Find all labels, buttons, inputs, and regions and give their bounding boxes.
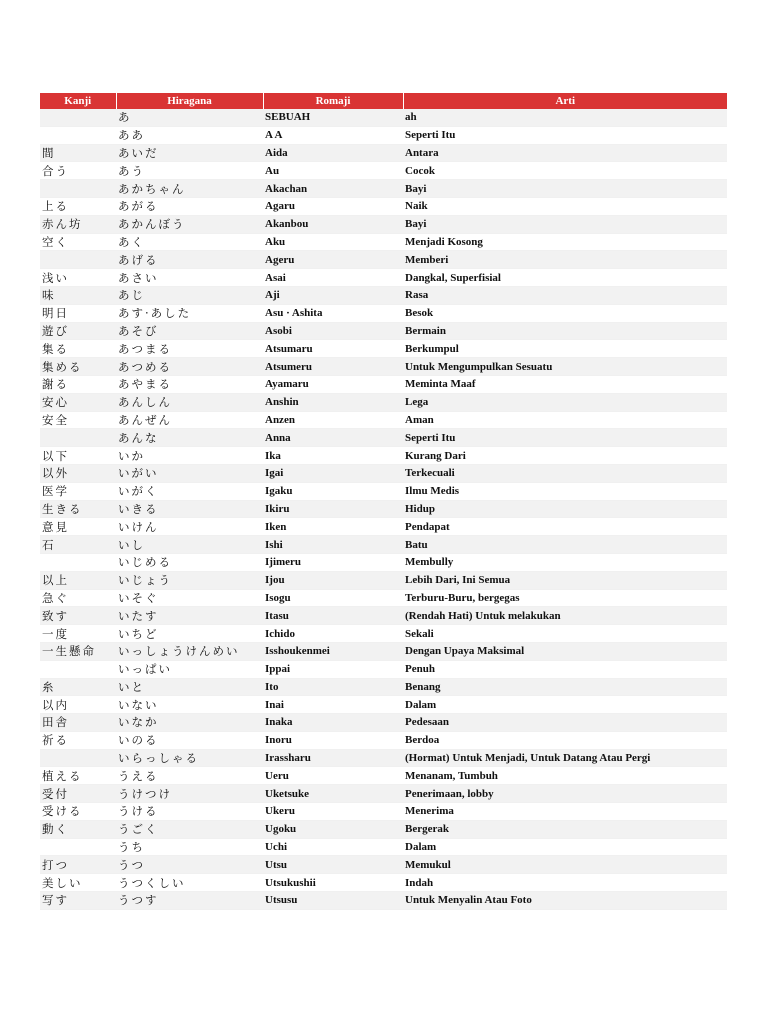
romaji-cell: Isogu <box>263 589 403 607</box>
arti-cell: Berkumpul <box>403 340 727 358</box>
arti-cell: Lega <box>403 393 727 411</box>
hiragana-cell: いきる <box>116 500 263 518</box>
hiragana-cell: いがい <box>116 464 263 482</box>
arti-cell: Ilmu Medis <box>403 482 727 500</box>
hiragana-cell: うける <box>116 803 263 821</box>
arti-cell: Pedesaan <box>403 714 727 732</box>
hiragana-cell: いちど <box>116 625 263 643</box>
table-row <box>40 820 727 838</box>
table-row <box>40 233 727 251</box>
hiragana-cell: あかちゃん <box>116 180 263 198</box>
hiragana-cell: あがる <box>116 197 263 215</box>
table-row <box>40 607 727 625</box>
romaji-cell: Ippai <box>263 660 403 678</box>
kanji-cell: 以下 <box>40 447 116 465</box>
arti-cell: Menanam, Tumbuh <box>403 767 727 785</box>
kanji-cell: 写す <box>40 892 116 910</box>
arti-cell: Dengan Upaya Maksimal <box>403 642 727 660</box>
arti-cell: Bergerak <box>403 820 727 838</box>
arti-cell: Menerima <box>403 803 727 821</box>
hiragana-cell: うち <box>116 838 263 856</box>
kanji-cell: 集る <box>40 340 116 358</box>
hiragana-cell: うえる <box>116 767 263 785</box>
arti-cell: Penuh <box>403 660 727 678</box>
romaji-cell: Iken <box>263 518 403 536</box>
arti-cell: (Rendah Hati) Untuk melakukan <box>403 607 727 625</box>
hiragana-cell: あかんぼう <box>116 215 263 233</box>
kanji-cell: 植える <box>40 767 116 785</box>
hiragana-cell: あそび <box>116 322 263 340</box>
hiragana-cell: いない <box>116 696 263 714</box>
hiragana-cell: いなか <box>116 714 263 732</box>
romaji-cell: Isshoukenmei <box>263 642 403 660</box>
table-row <box>40 358 727 376</box>
hiragana-cell: いじょう <box>116 571 263 589</box>
hiragana-cell: いと <box>116 678 263 696</box>
romaji-cell: Ueru <box>263 767 403 785</box>
hiragana-cell: あさい <box>116 269 263 287</box>
arti-cell: (Hormat) Untuk Menjadi, Untuk Datang Atau Pergi <box>403 749 727 767</box>
table-row <box>40 714 727 732</box>
kanji-cell: 謝る <box>40 375 116 393</box>
table-row <box>40 340 727 358</box>
table-row <box>40 731 727 749</box>
hiragana-cell: いし <box>116 536 263 554</box>
hiragana-cell: あつまる <box>116 340 263 358</box>
romaji-cell: Aji <box>263 286 403 304</box>
arti-cell: Berdoa <box>403 731 727 749</box>
arti-cell: Dalam <box>403 838 727 856</box>
kanji-cell: 一度 <box>40 625 116 643</box>
romaji-cell: Asai <box>263 269 403 287</box>
table-row <box>40 269 727 287</box>
kanji-cell <box>40 429 116 447</box>
romaji-cell: Ageru <box>263 251 403 269</box>
kanji-cell: 医学 <box>40 482 116 500</box>
hiragana-cell: いがく <box>116 482 263 500</box>
romaji-cell: Utsu <box>263 856 403 874</box>
table-row <box>40 536 727 554</box>
header-row <box>40 93 727 109</box>
arti-cell: Seperti Itu <box>403 126 727 144</box>
arti-cell: ah <box>403 109 727 126</box>
kanji-cell: 動く <box>40 820 116 838</box>
kanji-cell: 間 <box>40 144 116 162</box>
kanji-cell: 空く <box>40 233 116 251</box>
kanji-cell: 打つ <box>40 856 116 874</box>
kanji-cell: 一生懸命 <box>40 642 116 660</box>
arti-cell: Meminta Maaf <box>403 375 727 393</box>
hiragana-cell: あげる <box>116 251 263 269</box>
romaji-cell: Inoru <box>263 731 403 749</box>
table-row <box>40 447 727 465</box>
kanji-cell: 安心 <box>40 393 116 411</box>
romaji-cell: Atsumaru <box>263 340 403 358</box>
hiragana-cell: うごく <box>116 820 263 838</box>
kanji-cell: 意見 <box>40 518 116 536</box>
kanji-cell <box>40 109 116 126</box>
arti-cell: Dalam <box>403 696 727 714</box>
romaji-cell: Ijou <box>263 571 403 589</box>
table-row <box>40 767 727 785</box>
hiragana-cell: ああ <box>116 126 263 144</box>
arti-cell: Bayi <box>403 215 727 233</box>
kanji-cell: 以上 <box>40 571 116 589</box>
hiragana-cell: あいだ <box>116 144 263 162</box>
romaji-cell: Utsukushii <box>263 874 403 892</box>
table-row <box>40 180 727 198</box>
kanji-cell: 生きる <box>40 500 116 518</box>
table-row <box>40 500 727 518</box>
romaji-cell: Utsusu <box>263 892 403 910</box>
table-row <box>40 429 727 447</box>
kanji-cell: 受付 <box>40 785 116 803</box>
kanji-cell: 田舎 <box>40 714 116 732</box>
table-row <box>40 892 727 910</box>
hiragana-cell: あつめる <box>116 358 263 376</box>
table-row <box>40 411 727 429</box>
table-row <box>40 375 727 393</box>
romaji-cell: Ika <box>263 447 403 465</box>
romaji-cell: Uketsuke <box>263 785 403 803</box>
table-row <box>40 625 727 643</box>
romaji-cell: Atsumeru <box>263 358 403 376</box>
romaji-cell: A A <box>263 126 403 144</box>
hiragana-cell: あす·あした <box>116 304 263 322</box>
table-row <box>40 304 727 322</box>
romaji-cell: Asu · Ashita <box>263 304 403 322</box>
table-row <box>40 589 727 607</box>
kanji-cell: 美しい <box>40 874 116 892</box>
kanji-cell: 上る <box>40 197 116 215</box>
romaji-cell: Anshin <box>263 393 403 411</box>
hiragana-cell: いか <box>116 447 263 465</box>
romaji-cell: Aida <box>263 144 403 162</box>
romaji-cell: Anna <box>263 429 403 447</box>
hiragana-cell: うつくしい <box>116 874 263 892</box>
hiragana-cell: あく <box>116 233 263 251</box>
table-row <box>40 126 727 144</box>
kanji-cell <box>40 660 116 678</box>
table-row <box>40 660 727 678</box>
romaji-cell: Agaru <box>263 197 403 215</box>
arti-cell: Pendapat <box>403 518 727 536</box>
hiragana-cell: いっしょうけんめい <box>116 642 263 660</box>
table-row <box>40 482 727 500</box>
table-row <box>40 286 727 304</box>
header-hiragana: Hiragana <box>116 93 263 109</box>
arti-cell: Menjadi Kosong <box>403 233 727 251</box>
kanji-cell: 合う <box>40 162 116 180</box>
kanji-cell: 赤ん坊 <box>40 215 116 233</box>
arti-cell: Besok <box>403 304 727 322</box>
hiragana-cell: いのる <box>116 731 263 749</box>
romaji-cell: Aku <box>263 233 403 251</box>
romaji-cell: Igai <box>263 464 403 482</box>
kanji-cell <box>40 126 116 144</box>
table-body <box>40 109 727 909</box>
romaji-cell: Ugoku <box>263 820 403 838</box>
table-row <box>40 874 727 892</box>
hiragana-cell: うつす <box>116 892 263 910</box>
arti-cell: Batu <box>403 536 727 554</box>
kanji-cell: 集める <box>40 358 116 376</box>
arti-cell: Bermain <box>403 322 727 340</box>
hiragana-cell: うつ <box>116 856 263 874</box>
arti-cell: Rasa <box>403 286 727 304</box>
hiragana-cell: あ <box>116 109 263 126</box>
header-romaji: Romaji <box>263 93 403 109</box>
table-row <box>40 109 727 126</box>
table-row <box>40 696 727 714</box>
romaji-cell: Ijimeru <box>263 553 403 571</box>
kanji-cell <box>40 749 116 767</box>
romaji-cell: Ichido <box>263 625 403 643</box>
table-row <box>40 518 727 536</box>
header-kanji: Kanji <box>40 93 116 109</box>
romaji-cell: Inai <box>263 696 403 714</box>
arti-cell: Antara <box>403 144 727 162</box>
table-row <box>40 749 727 767</box>
arti-cell: Hidup <box>403 500 727 518</box>
table-row <box>40 785 727 803</box>
arti-cell: Aman <box>403 411 727 429</box>
kanji-cell <box>40 553 116 571</box>
table-row <box>40 322 727 340</box>
table-row <box>40 251 727 269</box>
table-header <box>40 93 727 109</box>
header-arti: Arti <box>403 93 727 109</box>
arti-cell: Bayi <box>403 180 727 198</box>
kanji-cell: 糸 <box>40 678 116 696</box>
arti-cell: Dangkal, Superfisial <box>403 269 727 287</box>
hiragana-cell: あんしん <box>116 393 263 411</box>
hiragana-cell: いたす <box>116 607 263 625</box>
table-row <box>40 162 727 180</box>
romaji-cell: Inaka <box>263 714 403 732</box>
arti-cell: Seperti Itu <box>403 429 727 447</box>
hiragana-cell: うけつけ <box>116 785 263 803</box>
arti-cell: Sekali <box>403 625 727 643</box>
vocabulary-table <box>40 93 727 910</box>
kanji-cell: 明日 <box>40 304 116 322</box>
arti-cell: Memberi <box>403 251 727 269</box>
hiragana-cell: あんぜん <box>116 411 263 429</box>
romaji-cell: Irassharu <box>263 749 403 767</box>
romaji-cell: Ukeru <box>263 803 403 821</box>
table-row <box>40 464 727 482</box>
arti-cell: Penerimaan, lobby <box>403 785 727 803</box>
kanji-cell: 以内 <box>40 696 116 714</box>
table-row <box>40 856 727 874</box>
arti-cell: Indah <box>403 874 727 892</box>
arti-cell: Naik <box>403 197 727 215</box>
romaji-cell: Uchi <box>263 838 403 856</box>
kanji-cell: 受ける <box>40 803 116 821</box>
kanji-cell <box>40 838 116 856</box>
hiragana-cell: いらっしゃる <box>116 749 263 767</box>
romaji-cell: Igaku <box>263 482 403 500</box>
arti-cell: Memukul <box>403 856 727 874</box>
kanji-cell: 以外 <box>40 464 116 482</box>
hiragana-cell: いけん <box>116 518 263 536</box>
romaji-cell: Au <box>263 162 403 180</box>
arti-cell: Terkecuali <box>403 464 727 482</box>
kanji-cell: 浅い <box>40 269 116 287</box>
hiragana-cell: あやまる <box>116 375 263 393</box>
romaji-cell: Asobi <box>263 322 403 340</box>
hiragana-cell: あう <box>116 162 263 180</box>
romaji-cell: Akachan <box>263 180 403 198</box>
arti-cell: Kurang Dari <box>403 447 727 465</box>
table-row <box>40 197 727 215</box>
kanji-cell: 石 <box>40 536 116 554</box>
table-row <box>40 215 727 233</box>
table-row <box>40 393 727 411</box>
kanji-cell: 安全 <box>40 411 116 429</box>
table-row <box>40 571 727 589</box>
kanji-cell: 急ぐ <box>40 589 116 607</box>
table-row <box>40 678 727 696</box>
kanji-cell: 味 <box>40 286 116 304</box>
hiragana-cell: あじ <box>116 286 263 304</box>
table-row <box>40 144 727 162</box>
hiragana-cell: いっぱい <box>116 660 263 678</box>
table-row <box>40 553 727 571</box>
table-row <box>40 642 727 660</box>
hiragana-cell: あんな <box>116 429 263 447</box>
romaji-cell: Ikiru <box>263 500 403 518</box>
arti-cell: Cocok <box>403 162 727 180</box>
arti-cell: Membully <box>403 553 727 571</box>
arti-cell: Untuk Menyalin Atau Foto <box>403 892 727 910</box>
hiragana-cell: いそぐ <box>116 589 263 607</box>
arti-cell: Untuk Mengumpulkan Sesuatu <box>403 358 727 376</box>
arti-cell: Benang <box>403 678 727 696</box>
romaji-cell: Anzen <box>263 411 403 429</box>
romaji-cell: Ishi <box>263 536 403 554</box>
hiragana-cell: いじめる <box>116 553 263 571</box>
kanji-cell: 祈る <box>40 731 116 749</box>
kanji-cell <box>40 251 116 269</box>
arti-cell: Lebih Dari, Ini Semua <box>403 571 727 589</box>
romaji-cell: Itasu <box>263 607 403 625</box>
kanji-cell: 致す <box>40 607 116 625</box>
kanji-cell: 遊び <box>40 322 116 340</box>
romaji-cell: Akanbou <box>263 215 403 233</box>
arti-cell: Terburu-Buru, bergegas <box>403 589 727 607</box>
romaji-cell: Ito <box>263 678 403 696</box>
kanji-cell <box>40 180 116 198</box>
table-row <box>40 838 727 856</box>
romaji-cell: SEBUAH <box>263 109 403 126</box>
romaji-cell: Ayamaru <box>263 375 403 393</box>
table-row <box>40 803 727 821</box>
